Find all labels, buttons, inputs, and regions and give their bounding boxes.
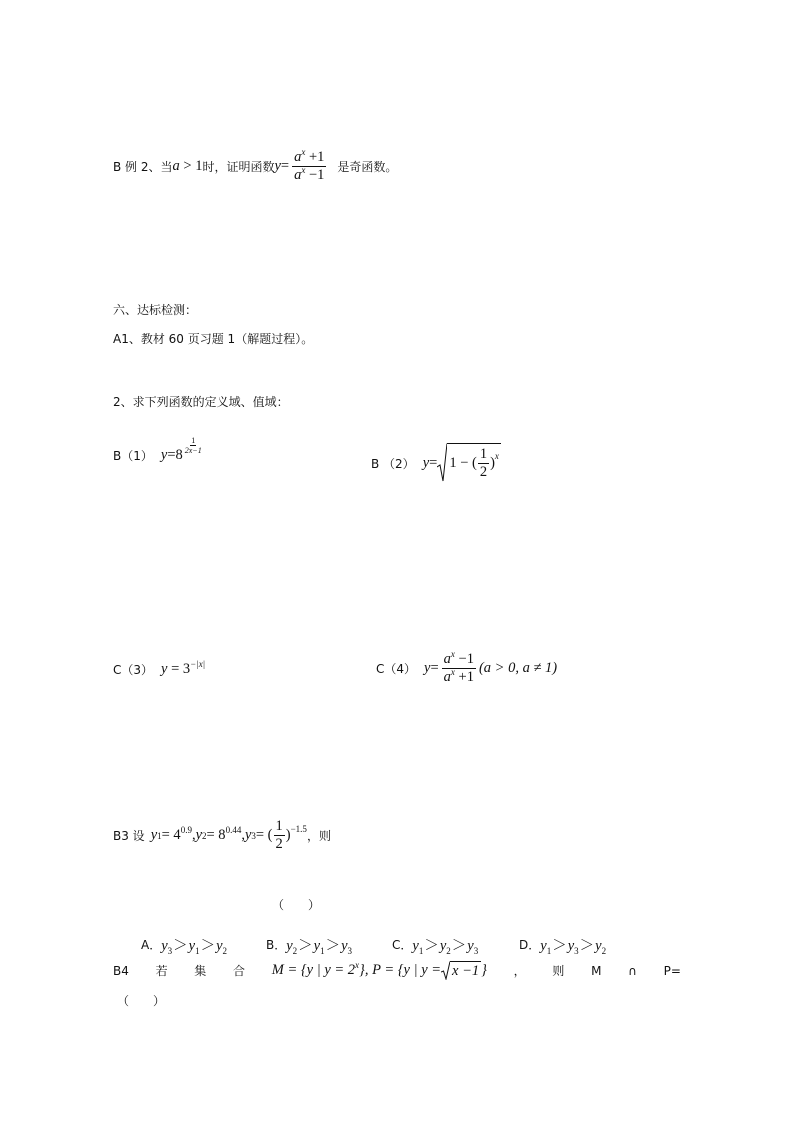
b3-tail: ，则 (306, 829, 331, 843)
option-var: y (467, 938, 474, 954)
base: 3 (182, 661, 191, 677)
example-2-label: B 例 2、 (113, 160, 161, 174)
numerator (292, 147, 326, 167)
intersection-symbol: ∩ (628, 963, 637, 978)
numerator (442, 649, 476, 669)
option-b[interactable] (266, 934, 352, 955)
den-exp: x (301, 165, 306, 176)
option-var-sub: 3 (473, 945, 479, 956)
frac-num: 1 (479, 445, 488, 462)
condition: (a > 0, a ≠ 1) (478, 660, 558, 676)
sqrt (437, 443, 501, 483)
option-var: y (286, 938, 293, 954)
option-var-sub: 3 (574, 945, 579, 956)
q2-text: 2、求下列函数的定义域、值域： (113, 395, 289, 409)
cond-rel: > 1 (179, 158, 203, 174)
radicand: 1 − ( $\frac{1}{2}$ ) x (447, 443, 501, 482)
c3-line (113, 661, 205, 678)
option-formula (286, 934, 352, 955)
denominator (292, 167, 326, 183)
when-text: 当 (160, 160, 173, 174)
a1-line (113, 330, 313, 347)
option-var: y (567, 938, 575, 954)
option-var-sub: 2 (601, 945, 607, 956)
num-base: a (443, 651, 451, 667)
option-var-sub: 1 (546, 945, 552, 956)
q2-line (113, 393, 289, 410)
close-paren: ) (285, 827, 291, 843)
eq-sign: = (430, 660, 439, 676)
eq-sign: = (280, 158, 290, 174)
y-var: y (160, 447, 168, 463)
num-rest: −1 (454, 651, 474, 667)
example-2-line (113, 147, 398, 183)
eq-sign: = (429, 454, 438, 471)
option-c[interactable] (392, 934, 478, 955)
option-var-sub: 2 (222, 945, 228, 956)
option-var-sub: 1 (320, 945, 325, 956)
c4-label: C（4） (376, 662, 417, 676)
option-var: y (540, 938, 547, 954)
y-var: y (161, 661, 168, 677)
section-6-title (113, 301, 197, 318)
num-rest: +1 (305, 149, 325, 165)
denominator (442, 669, 476, 685)
greater-than: ＞ (325, 938, 341, 954)
frac-den: 2 (479, 463, 488, 480)
exp-num: 1 (191, 436, 196, 445)
one-minus: 1 − ( (449, 454, 477, 471)
y-var: y (274, 158, 281, 174)
radical-sign-icon (441, 961, 450, 980)
function-formula (274, 147, 329, 183)
option-formula (540, 934, 606, 955)
option-a[interactable] (141, 934, 227, 955)
half-fraction (478, 447, 489, 480)
option-var: y (188, 938, 196, 954)
greater-than: ＞ (424, 938, 439, 954)
frac-num: 1 (275, 818, 283, 834)
option-letter: B． (266, 938, 287, 952)
option-var-sub: 3 (167, 945, 173, 956)
b2-formula (423, 443, 501, 483)
b4-answer-blank[interactable] (117, 992, 165, 1009)
fraction (292, 147, 326, 183)
option-letter: A． (141, 938, 162, 952)
radicand: x −1 (452, 962, 480, 979)
b4-then: 则 (552, 964, 565, 978)
c3-formula (161, 661, 205, 678)
den-base: a (294, 167, 302, 183)
y3-var: y (244, 827, 252, 843)
radical-sign-icon (437, 443, 447, 483)
greater-than: ＞ (200, 938, 216, 954)
b2-label: B （2） (371, 456, 415, 471)
condition (173, 158, 203, 175)
b4-p: P= (663, 963, 681, 978)
option-var-sub: 2 (446, 945, 451, 956)
b4-sets-formula: M = {y | y = 2 x }, P = {y | y = x −1 } (271, 959, 487, 979)
fraction (442, 649, 476, 685)
sqrt (441, 961, 481, 980)
option-formula (161, 934, 227, 955)
greater-than: ＞ (552, 938, 567, 954)
option-var: y (439, 938, 447, 954)
greater-than: ＞ (173, 938, 188, 954)
set-m: M = {y | y = 2 (271, 962, 356, 978)
y1-eq: = 4 (161, 827, 181, 843)
section-title-text: 六、达标检测： (113, 303, 198, 317)
set-m-end: }, P = {y | y = (359, 962, 442, 978)
option-formula (412, 934, 478, 955)
option-var: y (412, 938, 419, 954)
den-exp: x (450, 667, 455, 678)
exp-den: 2x−1 (184, 446, 202, 455)
c4-line (376, 649, 558, 685)
b4-m: M (591, 963, 602, 978)
option-var-sub: 2 (292, 945, 298, 956)
greater-than: ＞ (298, 938, 313, 954)
num-exp: x (450, 649, 455, 660)
b1-exponent (184, 436, 203, 455)
greater-than: ＞ (451, 938, 467, 954)
set-p-end: } (481, 962, 487, 978)
b3-answer-blank[interactable] (272, 896, 320, 913)
b2-line (371, 443, 501, 483)
base: 8 (175, 447, 183, 463)
option-letter: C． (392, 938, 413, 952)
eq-sign: = (167, 661, 183, 677)
c3-label: C（3） (113, 663, 154, 677)
exp: −|x| (190, 659, 206, 670)
option-var: y (161, 938, 168, 954)
cond-a: a (172, 158, 180, 174)
den-base: a (443, 669, 451, 685)
b3-label: B3 设 (113, 829, 145, 843)
c4-formula (424, 649, 558, 685)
y2-var: y (195, 827, 202, 843)
b4-word-3: 合 (233, 964, 246, 978)
b4-word-1: 若 (155, 964, 168, 978)
b4-word-2: 集 (194, 964, 207, 978)
b4-label: B4 (113, 963, 129, 978)
half-fraction (274, 819, 285, 852)
y2-eq: = 8 (206, 827, 226, 843)
num-exp: x (301, 147, 306, 158)
option-var: y (595, 938, 602, 954)
close-paren: ) (490, 454, 495, 471)
b4-line (113, 961, 681, 980)
option-letter: D． (519, 938, 541, 952)
b3-line (113, 819, 331, 852)
y3-eq: = ( (255, 827, 273, 843)
b1-formula (160, 436, 203, 464)
answer-blank-text: （ ） (117, 994, 166, 1008)
b4-comma: ， (513, 964, 526, 978)
y1-var: y (150, 827, 158, 843)
option-var: y (216, 938, 223, 954)
y-var: y (424, 660, 431, 676)
den-rest: +1 (454, 669, 474, 685)
y-var: y (422, 454, 430, 471)
eq-sign: = (167, 447, 176, 463)
option-var: y (341, 938, 348, 954)
answer-blank-text: （ ） (272, 898, 321, 912)
option-var-sub: 3 (347, 945, 353, 956)
option-var-sub: 1 (195, 945, 200, 956)
a1-text: A1、教材 60 页习题 1（解题过程）。 (113, 332, 314, 346)
option-var: y (313, 938, 321, 954)
num-base: a (294, 149, 302, 165)
prove-text: 时，证明函数 (202, 160, 275, 174)
sep-2: , (241, 827, 245, 843)
b1-label: B（1） (113, 449, 153, 463)
den-rest: −1 (305, 167, 325, 183)
frac-den: 2 (275, 836, 283, 852)
b1-line (113, 436, 203, 464)
greater-than: ＞ (579, 938, 595, 954)
odd-function-text: 是奇函数。 (337, 160, 398, 174)
option-var-sub: 1 (418, 945, 424, 956)
b3-formula: y 1 = 4 0.9 , y 2 = 8 0.44 , y 3 = ( $\frac{1}{2}$ ) −1.5 (150, 818, 307, 852)
option-d[interactable] (519, 934, 606, 955)
sep-1: , (191, 827, 196, 843)
